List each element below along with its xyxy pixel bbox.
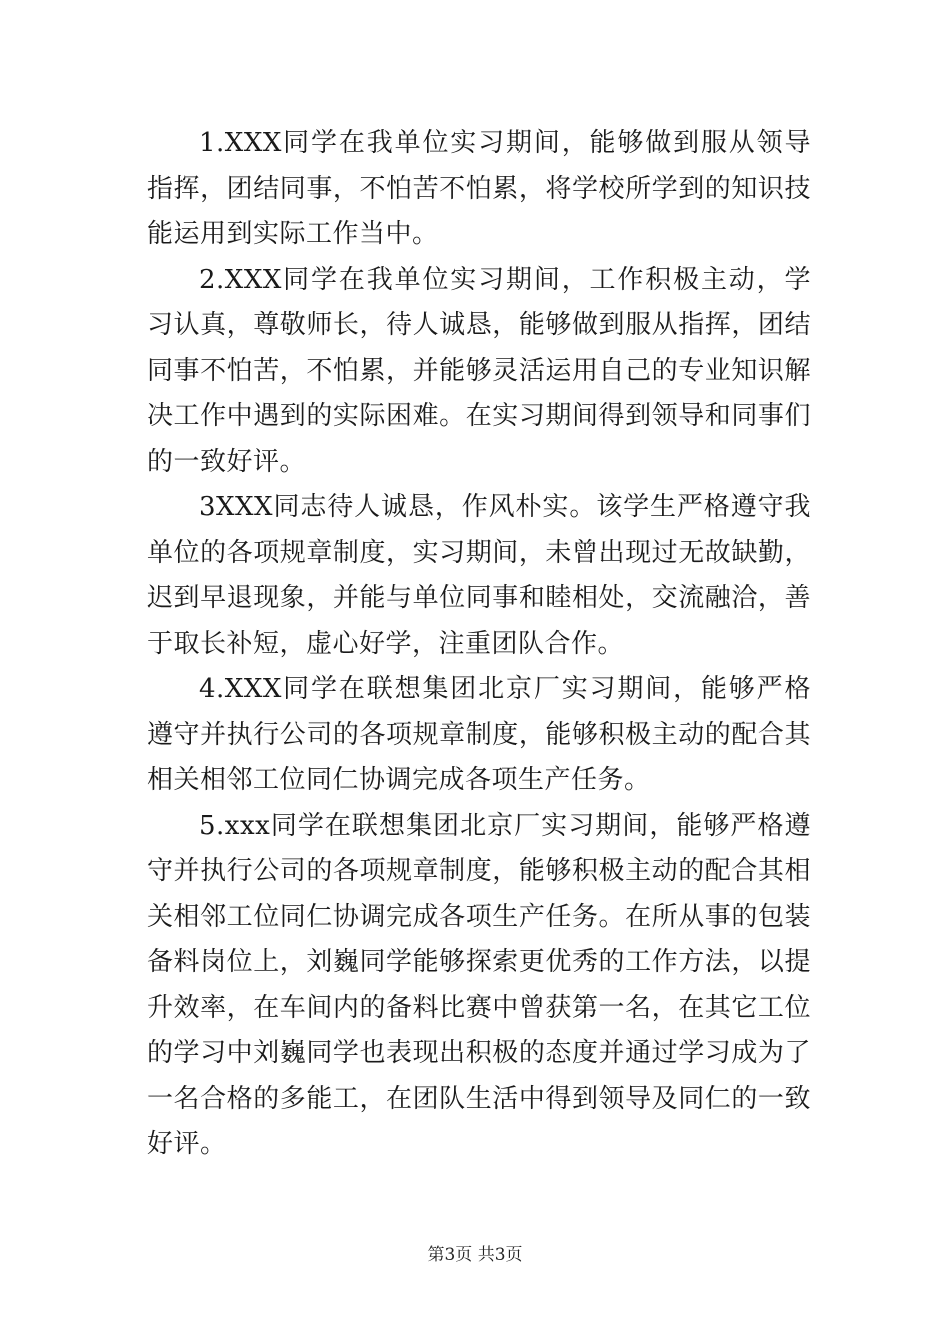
paragraph-2: 2.XXX同学在我单位实习期间，工作积极主动，学习认真，尊敬师长，待人诚恳，能够做到服从指挥，团结同事不怕苦，不怕累，并能够灵活运用自己的专业知识解决工作中遇到的实际困难。在实习期间得到领导和同事们的一致好评。 <box>147 264 811 477</box>
paragraph-4: 4.XXX同学在联想集团北京厂实习期间，能够严格遵守并执行公司的各项规章制度，能够积极主动的配合其相关相邻工位同仁协调完成各项生产任务。 <box>147 674 811 795</box>
paragraph-5: 5.xxx同学在联想集团北京厂实习期间，能够严格遵守并执行公司的各项规章制度，能够积极主动的配合其相关相邻工位同仁协调完成各项生产任务。在所从事的包装备料岗位上，刘巍同学能够探索更优秀的工作方法，以提升效率，在车间内的备料比赛中曾获第一名，在其它工位的学习中刘巍同学也表现出积极的态度并通过学习成为了一名合格的多能工，在团队生活中得到领导及同仁的一致好评。 <box>147 810 811 1159</box>
page-number-footer: 第3页 共3页 <box>427 1245 523 1265</box>
paragraph-3: 3XXX同志待人诚恳，作风朴实。该学生严格遵守我单位的各项规章制度，实习期间，未曾出现过无故缺勤，迟到早退现象，并能与单位同事和睦相处，交流融洽，善于取长补短，虚心好学，注重团队合作。 <box>147 492 811 659</box>
document-body <box>147 121 811 1168</box>
paragraph-1: 1.XXX同学在我单位实习期间，能够做到服从领导指挥，团结同事，不怕苦不怕累，将学校所学到的知识技能运用到实际工作当中。 <box>147 128 811 249</box>
